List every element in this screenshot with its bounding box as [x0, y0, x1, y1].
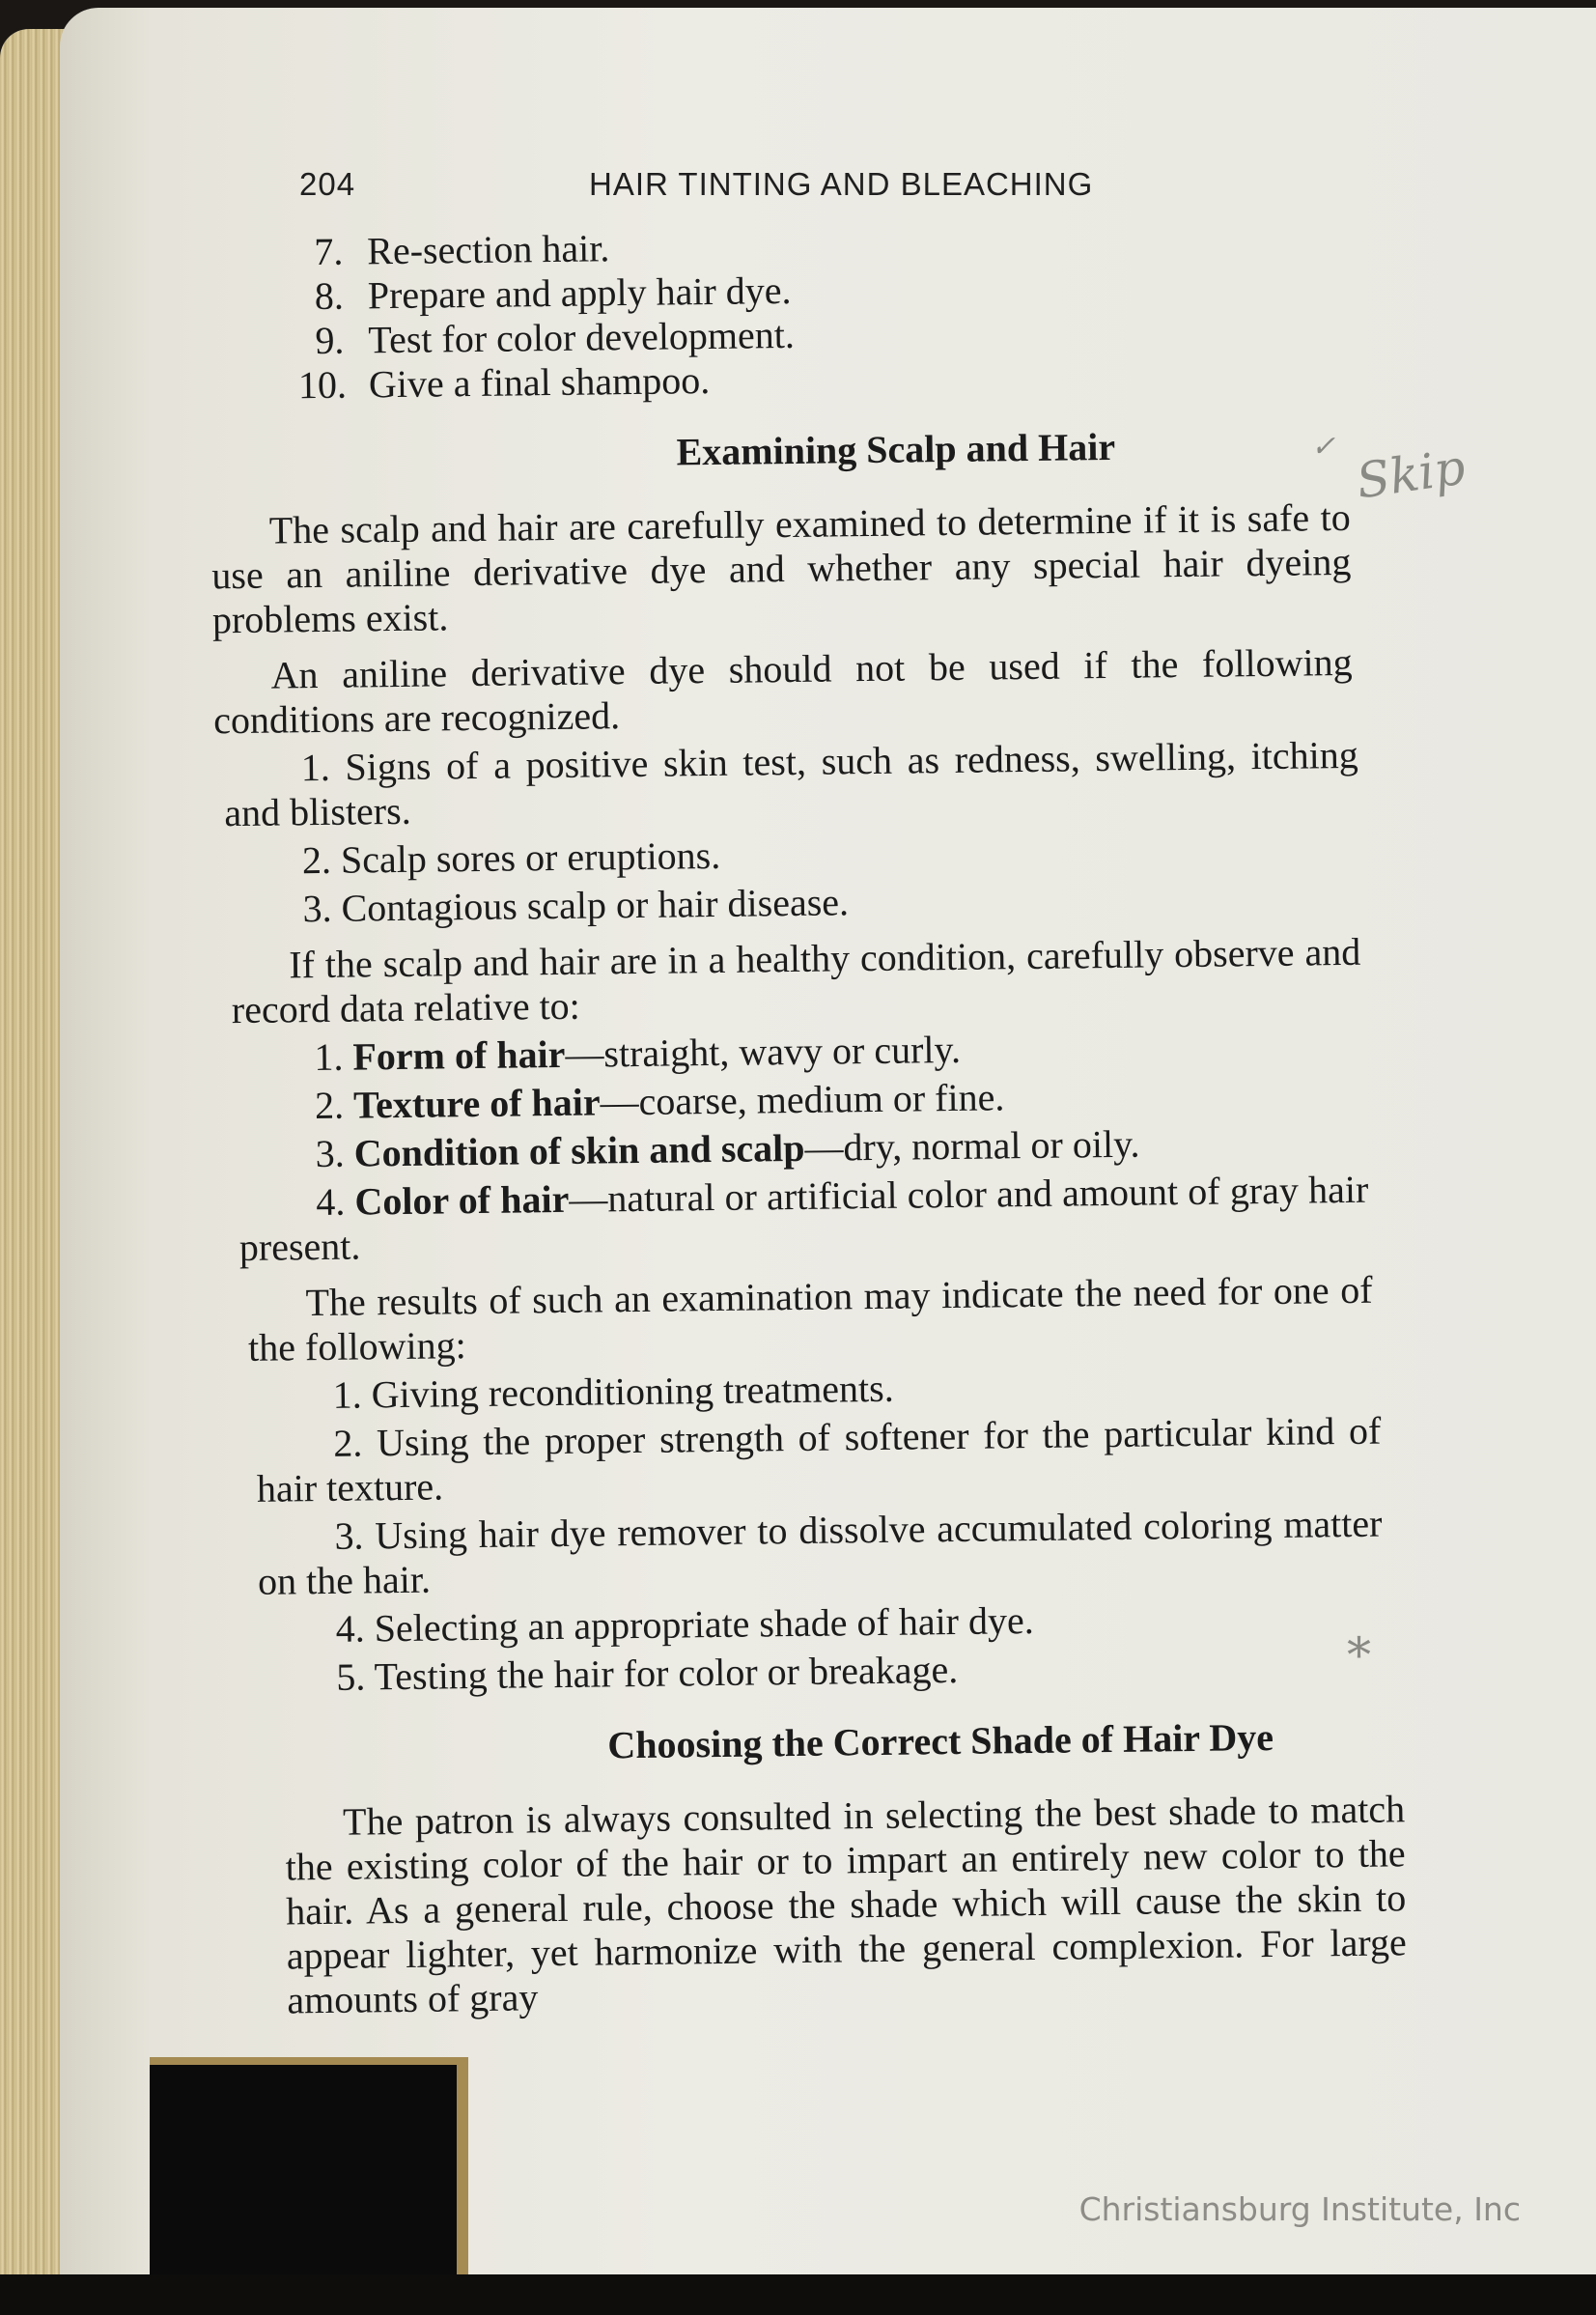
list-item: 7. Re-section hair.	[314, 226, 610, 273]
pencil-note: Skip	[1353, 438, 1470, 510]
page-body	[211, 215, 1495, 2026]
condition-item: 1. Signs of a positive skin test, such as redness, swelling, itching and blisters.	[224, 732, 1358, 835]
paragraph: If the scalp and hair are in a healthy condition, carefully observe and record data relative to:	[231, 929, 1361, 1032]
observation-item: 4. Color of hair—natural or artificial color and amount of gray hair present.	[238, 1167, 1369, 1270]
running-title: HAIR TINTING AND BLEACHING	[589, 166, 1094, 202]
paragraph: The results of such an examination may indicate the need for one of the following:	[247, 1267, 1373, 1369]
archive-watermark: Christiansburg Institute, Inc	[1078, 2190, 1521, 2228]
need-item: 5. Testing the hair for color or breakage.	[336, 1647, 959, 1699]
running-header	[299, 166, 1168, 214]
condition-item: 3. Contagious scalp or hair disease.	[302, 880, 850, 931]
paragraph: The patron is always consulted in selecting the best shade to match the existing color of the hair or to impart an entirely new color to the hair. As a general rule, choose the shade which will cause the skin to appear lighter, yet harmonize with the general complexion. For large amounts of gray	[285, 1787, 1408, 2022]
list-item: 10. Give a final shampoo.	[297, 358, 711, 408]
pencil-asterisk: *	[1347, 1627, 1371, 1683]
paragraph: The scalp and hair are carefully examined to determine if it is safe to use an aniline derivative dye and whether any special hair dyeing problems exist.	[211, 494, 1352, 642]
observation-item: 3. Condition of skin and scalp—dry, normal or oily.	[315, 1121, 1140, 1176]
need-item: 3. Using hair dye remover to dissolve accumulated coloring matter on the hair.	[257, 1501, 1383, 1603]
need-item: 1. Giving reconditioning treatments.	[332, 1366, 894, 1417]
section-heading-choosing: Choosing the Correct Shade of Hair Dye	[607, 1714, 1274, 1767]
need-item: 4. Selecting an appropriate shade of hair dye.	[335, 1597, 1034, 1651]
observation-item: 2. Texture of hair—coarse, medium or fine.	[314, 1075, 1005, 1128]
page-number: 204	[299, 166, 356, 202]
condition-item: 2. Scalp sores or eruptions.	[301, 833, 721, 883]
need-item: 2. Using the proper strength of softener for the particular kind of hair texture.	[256, 1408, 1382, 1510]
page-clip-block	[150, 2057, 468, 2275]
section-heading-examining: Examining Scalp and Hair	[676, 424, 1116, 474]
observation-item: 1. Form of hair—straight, wavy or curly.	[314, 1027, 962, 1080]
scan-bottom-band	[0, 2274, 1596, 2315]
pencil-check-mark: ✓	[1311, 430, 1336, 464]
list-item: 8. Prepare and apply hair dye.	[314, 268, 792, 318]
list-item: 9. Test for color development.	[315, 312, 796, 362]
paragraph: An aniline derivative dye should not be used if the following conditions are recognized.	[212, 639, 1353, 743]
